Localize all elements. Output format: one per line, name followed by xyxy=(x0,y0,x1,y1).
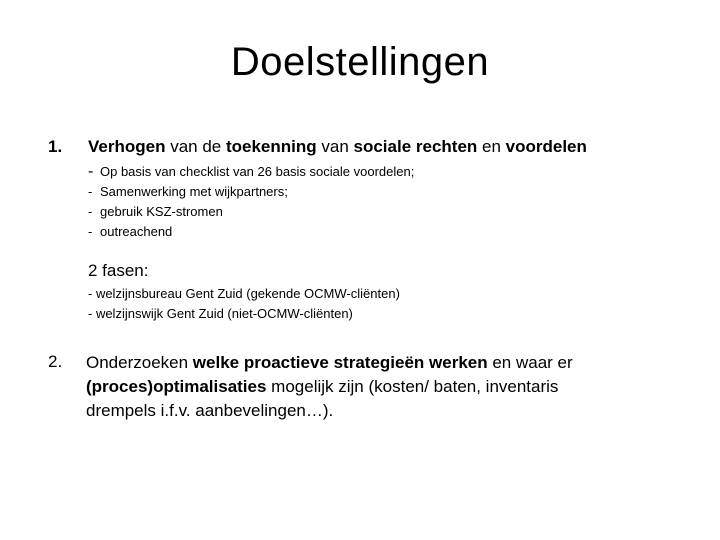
bullet-text: Samenwerking met wijkpartners; xyxy=(100,184,288,199)
slide-title: Doelstellingen xyxy=(230,40,490,84)
heading-part: van de xyxy=(165,137,226,156)
bullet-text: Op basis van checklist van 26 basis sociale voordelen; xyxy=(100,164,415,179)
list-item: - Samenwerking met wijkpartners; xyxy=(88,184,288,199)
list-item: - Op basis van checklist van 26 basis sociale voordelen; xyxy=(88,163,415,180)
heading-part: van xyxy=(316,137,354,156)
text-part: mogelijk zijn (kosten/ baten, inventaris drempels i.f.v. aanbevelingen…). xyxy=(86,377,559,420)
text-part: Onderzoeken xyxy=(86,353,193,372)
goal-2-text xyxy=(86,351,626,423)
bullet-text: outreachend xyxy=(100,224,173,239)
bullet-text: gebruik KSZ-stromen xyxy=(100,204,223,219)
text-part: (proces)optimalisaties xyxy=(86,377,267,396)
goal-2-number: 2. xyxy=(48,352,63,371)
heading-part: en xyxy=(477,137,506,156)
list-item: - welzijnsbureau Gent Zuid (gekende OCMW-cliënten) xyxy=(88,286,400,301)
heading-part: voordelen xyxy=(505,137,587,156)
list-item: - outreachend xyxy=(88,224,173,239)
heading-part: toekenning xyxy=(225,137,317,156)
phases-list xyxy=(88,284,400,324)
heading-part: Verhogen xyxy=(88,137,166,156)
goal-1-heading xyxy=(88,137,587,157)
text-part: en waar er xyxy=(487,353,573,372)
goal-1-number: 1. xyxy=(48,137,63,156)
heading-part: sociale rechten xyxy=(353,137,478,156)
list-item: - welzijnswijk Gent Zuid (niet-OCMW-cliënten) xyxy=(88,306,353,321)
text-part: welke proactieve strategieën werken xyxy=(192,353,488,372)
goal-1-bullet-list xyxy=(88,162,414,242)
phases-label: 2 fasen: xyxy=(88,261,149,280)
list-item: - gebruik KSZ-stromen xyxy=(88,204,223,219)
